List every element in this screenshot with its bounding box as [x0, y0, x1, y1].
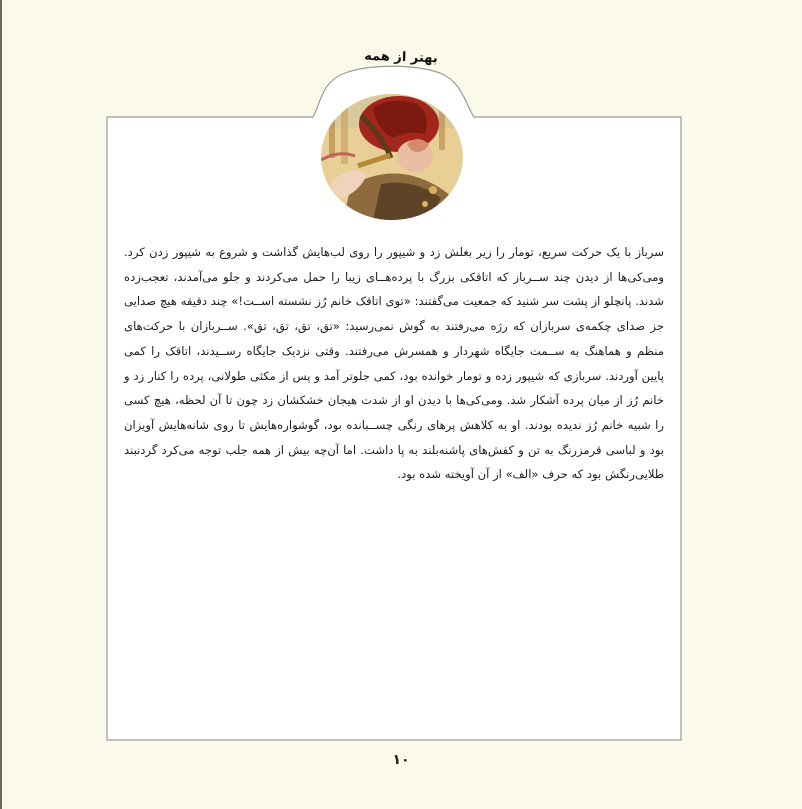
illustration-image: [321, 94, 463, 220]
story-paragraph: سرباز با یک حرکت سریع، تومار را زیر بغلش زد و شیپور را روی لب‌هایش گذاشت و شروع به شیپور زدن کرد. ومی‌کی‌ها از دیدن چند ســرباز که اتاقکی بزرگ با پرده‌هــای زیبا را حمل می‌کردند و جلو می‌آمدند، تعجب‌زده شدند. پانچلو از پشت سر شنید که جمعیت می‌گفتند: «توی اتاقک خانم رُز نشسته اســت!» چند دقیقه هیچ صدایی جز صدای چکمه‌ی سربازان که رژه می‌رفتند به گوش نمی‌رسید: «تق، تق، تق، تق». ســربازان با حرکت‌های منظم و هماهنگ به ســمت جایگاه شهردار و همسرش می‌رفتند. وقتی نزدیک جایگاه رســیدند، اتاقک را کمی پایین آوردند. سربازی که شیپور زده و تومار خوانده بود، کمی جلوتر آمد و پس از مکثی طولانی، پرده را کنار زد و خانم رُز از میان پرده آشکار شد. ومی‌کی‌ها با دیدن او از شدت هیجان خشکشان زد چون تا آن لحظه، هیچ کسی را شبیه خانم رُز ندیده بودند. او به کلاهش پرهای رنگی چســبانده بود، گوشواره‌هایش تا روی شانه‌هایش آویزان بود و لباسی قرمزرنگ به تن و کفش‌های پاشنه‌بلند به پا داشت. اما آن‌چه بیش از همه جلب توجه می‌کرد گردنبند طلایی‌رنگش بود که حرف «الف» از آن آویخته شده بود.: [124, 245, 664, 482]
soldier-trumpet-illustration: [321, 94, 463, 220]
book-title: بهتر از همه: [364, 48, 438, 67]
page-number: ۱۰: [392, 752, 410, 768]
